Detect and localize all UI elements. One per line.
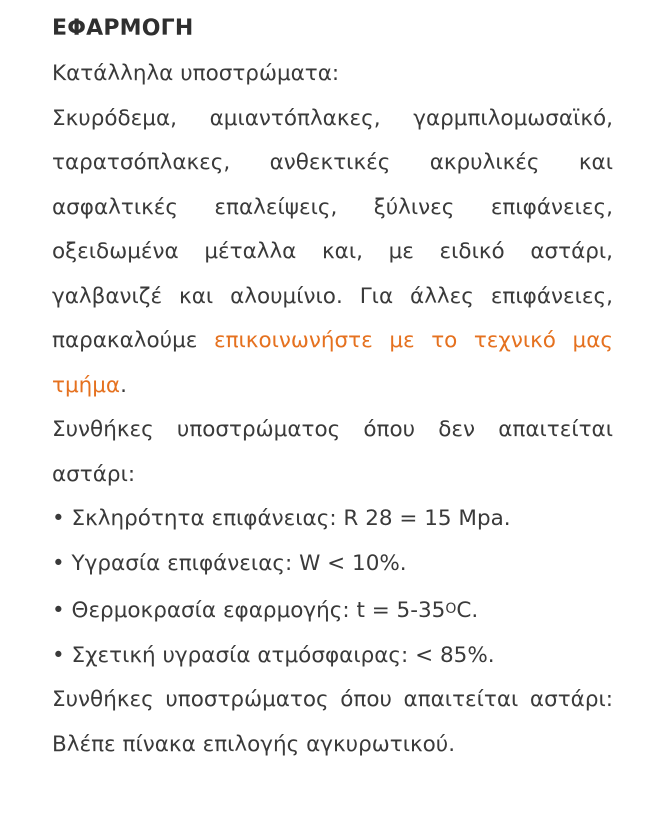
substrates-label: Κατάλληλα υποστρώματα: — [52, 61, 340, 86]
degree-superscript: O — [445, 601, 457, 617]
substrates-end: . — [120, 372, 127, 398]
bullet-moisture: • Υγρασία επιφάνειας: W < 10%. — [52, 550, 407, 576]
temperature-unit: C. — [456, 598, 479, 623]
contact-technical-link[interactable]: επικοινωνήστε με το τεχνικό μας τμήμα — [52, 328, 613, 398]
application-section — [52, 0, 613, 767]
bullet-temperature — [52, 589, 613, 634]
bullet-hardness: • Σκληρότητα επιφάνειας: R 28 = 15 Mpa. — [52, 506, 511, 531]
section-heading: ΕΦΑΡΜΟΓΗ — [52, 16, 194, 41]
temperature-text: • Θερμοκρασία εφαρμογής: t = 5-35 — [52, 598, 446, 623]
bullet-humidity: • Σχετική υγρασία ατμόσφαιρας: < 85%. — [52, 642, 495, 668]
no-primer-label: Συνθήκες υποστρώματος όπου δεν απαιτείται αστάρι: — [52, 417, 613, 487]
primer-paragraph: Συνθήκες υποστρώματος όπου απαιτείται αστάρι: Βλέπε πίνακα επιλογής αγκυρωτικού. — [52, 687, 613, 757]
substrates-text: Σκυρόδεμα, αμιαντόπλακες, γαρμπιλομωσαϊκό, ταρατσόπλακες, ανθεκτικές ακρυλικές και ασφαλτικές επαλείψεις, ξύλινες επιφάνειες, οξειδωμένα μέταλλα και, με ειδικό αστάρι, γαλβανιζέ και αλουμίνιο. Για άλλες επιφάνειες, παρακαλούμε — [52, 105, 613, 353]
substrates-paragraph — [52, 97, 613, 409]
